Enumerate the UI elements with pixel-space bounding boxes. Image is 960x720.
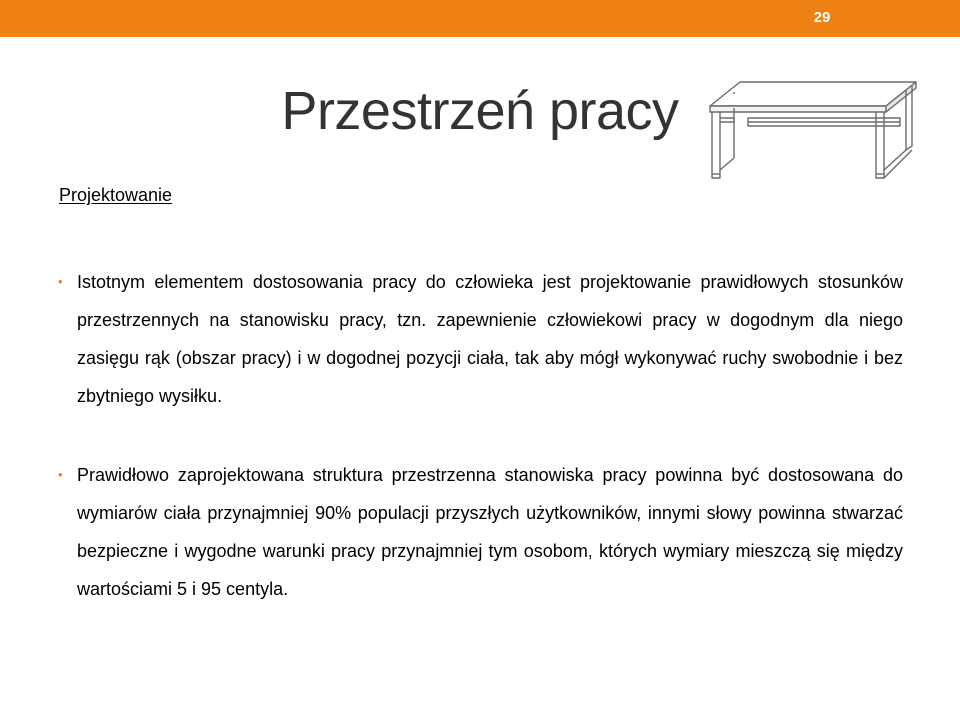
desk-leg-left-front — [712, 112, 720, 178]
bullet-item — [58, 456, 903, 608]
bullet-item — [58, 263, 903, 415]
desk-top-surface — [710, 82, 916, 106]
bullet-marker: • — [58, 274, 63, 289]
bullet-list — [58, 263, 903, 649]
bullet-marker: • — [58, 467, 63, 482]
top-accent-bar — [0, 0, 960, 37]
desk-top-front — [710, 106, 886, 112]
desk-icon — [704, 78, 922, 180]
section-subtitle: Projektowanie — [59, 185, 173, 205]
bullet-text: Istotnym elementem dostosowania pracy do człowieka jest projektowanie prawidłowych stosunków przestrzennych na stanowisku pracy, tzn. zapewnienie człowiekowi pracy w dogodnym dla niego zasięgu rąk (obszar pracy) i w dogodnej pozycji ciała, tak aby mógł wykonywać ruchy swobodnie i bez zbytniego wysiłku. — [77, 272, 903, 406]
slide-number: 29 — [813, 9, 831, 26]
bullet-text: Prawidłowo zaprojektowana struktura przestrzenna stanowiska pracy powinna być dostosowana do wymiarów ciała przynajmniej 90% populacji przyszłych użytkowników, innymi słowy powinna stwarzać bezpieczne i wygodne warunki pracy przynajmniej tym osobom, których wymiary mieszczą się między wartościami 5 i 95 centyla. — [77, 465, 903, 599]
slide-title: Przestrzeń pracy — [281, 81, 679, 141]
